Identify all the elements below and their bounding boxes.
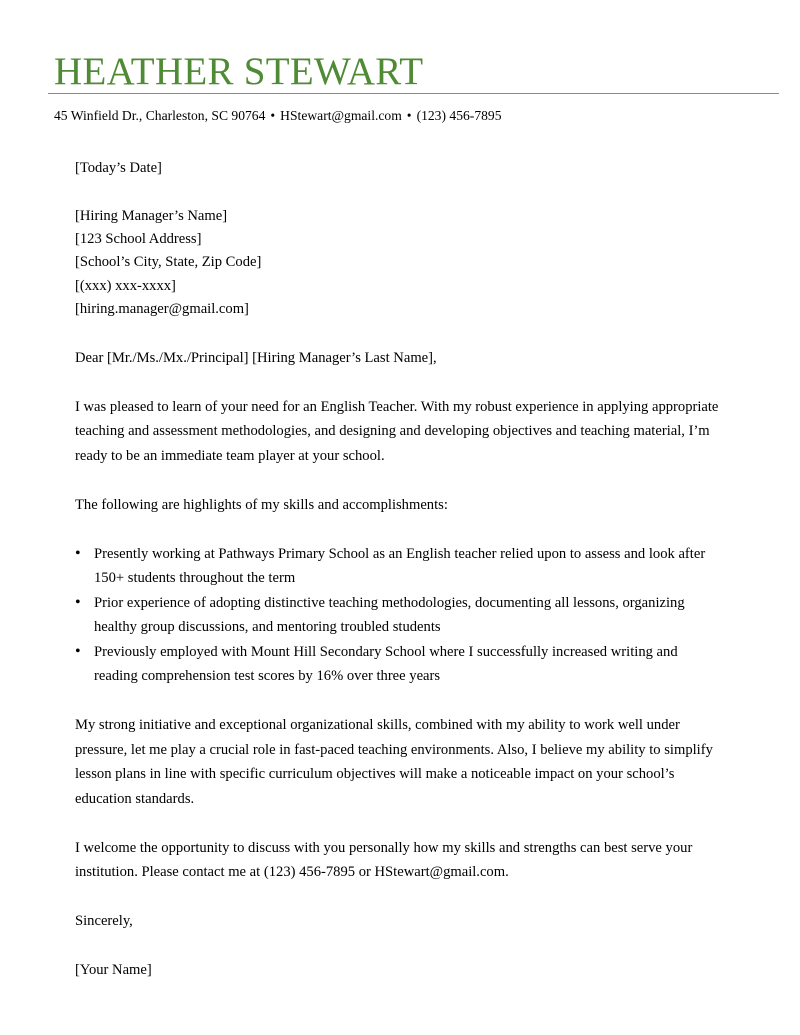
list-item: • Prior experience of adopting distinctive teaching methodologies, documenting all lessons, organizing healthy group discussions, and mentoring troubled students <box>94 591 725 640</box>
highlights-list <box>75 542 725 689</box>
applicant-name: HEATHER STEWART <box>54 50 424 93</box>
intro-paragraph: I was pleased to learn of your need for an English Teacher. With my robust experience in applying appropriate teaching and assessment methodologies, and designing and developing objectives and teaching material, I’m ready to be an immediate team player at your school. <box>75 398 719 464</box>
salutation: Dear [Mr./Ms./Mx./Principal] [Hiring Manager’s Last Name], <box>75 349 437 366</box>
contact-phone: (123) 456-7895 <box>416 108 502 123</box>
contact-address: 45 Winfield Dr., Charleston, SC 90764 <box>54 108 266 123</box>
letter-date: [Today’s Date] <box>75 160 162 176</box>
list-item: • Presently working at Pathways Primary School as an English teacher relied upon to assess and look after 150+ students throughout the term <box>94 542 725 591</box>
closing-paragraph: I welcome the opportunity to discuss with you personally how my skills and strengths can best serve your institution. Please contact me at (123) 456-7895 or HStewart@gmail.com. <box>75 839 693 881</box>
signoff: Sincerely, <box>75 913 133 930</box>
contact-separator: • <box>406 108 412 123</box>
recipient-line: [Hiring Manager’s Name] <box>75 208 228 224</box>
signature: [Your Name] <box>75 962 152 979</box>
header-divider <box>48 93 779 94</box>
contact-line <box>54 106 502 126</box>
list-item: • Previously employed with Mount Hill Secondary School where I successfully increased writing and reading comprehension test scores by 16% over three years <box>94 640 725 689</box>
contact-separator: • <box>270 108 276 123</box>
body-paragraph: My strong initiative and exceptional organizational skills, combined with my ability to work well under pressure, let me play a crucial role in fast-paced teaching environments. Also, I believe my ability to simplify lesson plans in line with specific curriculum objectives will make a noticeable impact on your school’s education standards. <box>75 717 713 807</box>
recipient-line: [School’s City, State, Zip Code] <box>75 254 262 271</box>
recipient-block <box>75 205 725 321</box>
letter-body <box>75 156 725 983</box>
contact-email: HStewart@gmail.com <box>280 108 402 123</box>
recipient-line: [hiring.manager@gmail.com] <box>75 300 249 317</box>
highlights-intro: The following are highlights of my skills and accomplishments: <box>75 496 448 513</box>
recipient-line: [123 School Address] <box>75 231 202 248</box>
recipient-line: [(xxx) xxx-xxxx] <box>75 277 176 294</box>
